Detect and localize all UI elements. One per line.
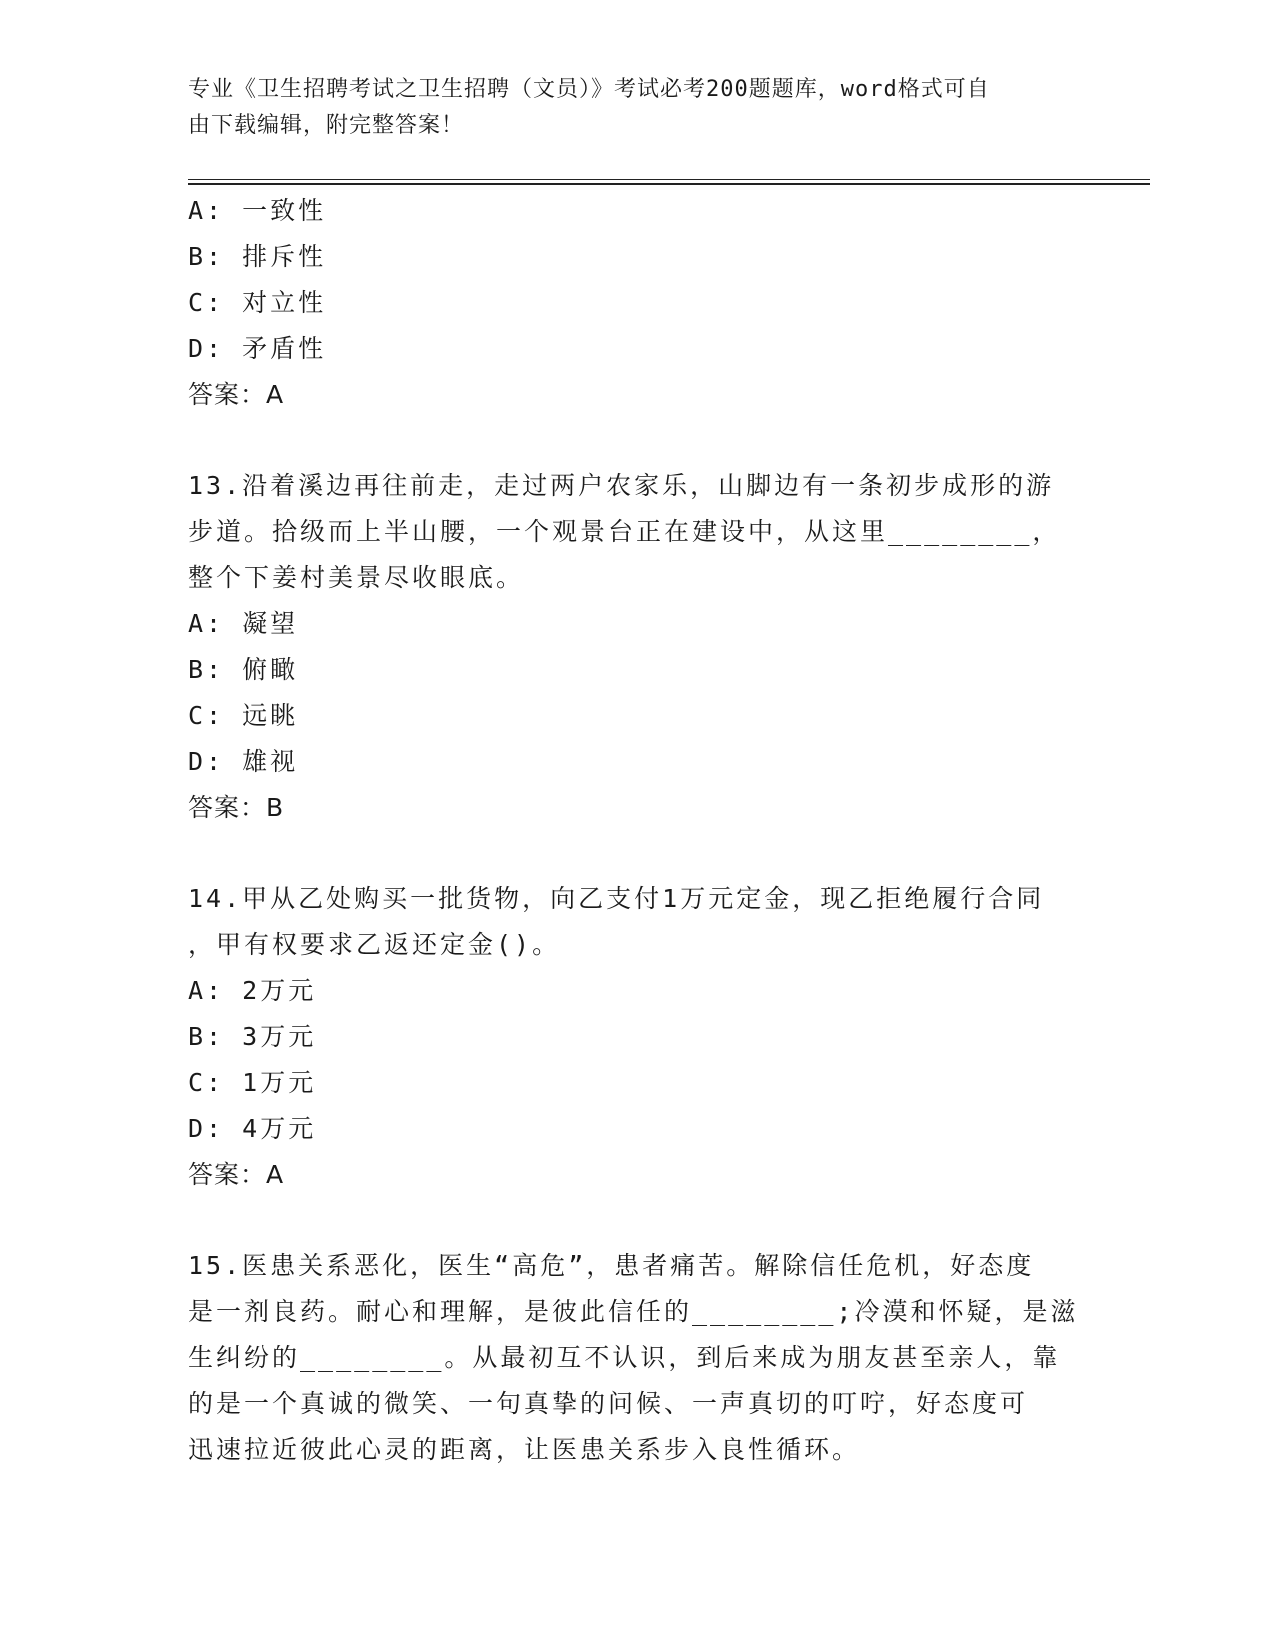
option-b: B: 3万元 [188, 1022, 317, 1051]
question-list [188, 188, 1078, 1473]
stem-line: 的是一个真诚的微笑、一句真挚的问候、一声真切的叮咛，好态度可 [188, 1389, 1029, 1418]
question-13 [188, 463, 1078, 831]
option-c: C: 1万元 [188, 1068, 317, 1097]
option-a: A: 一致性 [188, 196, 327, 225]
option-d: D: 雄视 [188, 747, 299, 776]
option-c: C: 远眺 [188, 701, 299, 730]
stem-line: 整个下姜村美景尽收眼底。 [188, 563, 525, 592]
question-14 [188, 876, 1078, 1198]
header-divider-thin [188, 179, 1150, 180]
stem-line: ，甲有权要求乙返还定金()。 [188, 930, 561, 959]
header-line-2: 由下载编辑，附完整答案！ [188, 113, 465, 138]
header-line-1: 专业《卫生招聘考试之卫生招聘（文员）》考试必考200题题库，word格式可自 [188, 77, 990, 102]
stem-line: 步道。拾级而上半山腰，一个观景台正在建设中，从这里________， [188, 517, 1061, 546]
question-15 [188, 1243, 1078, 1473]
option-c: C: 对立性 [188, 288, 327, 317]
page-header [188, 72, 1068, 144]
question-stem [188, 463, 1078, 601]
answer: 答案：A [188, 380, 285, 409]
option-d: D: 4万元 [188, 1114, 317, 1143]
option-b: B: 俯瞰 [188, 655, 299, 684]
answer: 答案：B [188, 793, 285, 822]
stem-line: 13.沿着溪边再往前走，走过两户农家乐，山脚边有一条初步成形的游 [188, 471, 1055, 500]
stem-line: 生纠纷的________。从最初互不认识，到后来成为朋友甚至亲人，靠 [188, 1343, 1061, 1372]
question-stem [188, 1243, 1078, 1473]
question-stem [188, 876, 1078, 968]
option-d: D: 矛盾性 [188, 334, 327, 363]
stem-line: 15.医患关系恶化，医生“高危”，患者痛苦。解除信任危机，好态度 [188, 1251, 1035, 1280]
question-12 [188, 188, 1078, 418]
answer: 答案：A [188, 1160, 285, 1189]
option-a: A: 凝望 [188, 609, 299, 638]
stem-line: 14.甲从乙处购买一批货物，向乙支付1万元定金，现乙拒绝履行合同 [188, 884, 1045, 913]
option-b: B: 排斥性 [188, 242, 327, 271]
option-a: A: 2万元 [188, 976, 317, 1005]
stem-line: 是一剂良药。耐心和理解，是彼此信任的________;冷漠和怀疑，是滋 [188, 1297, 1079, 1326]
header-divider-thick [188, 183, 1150, 185]
stem-line: 迅速拉近彼此心灵的距离，让医患关系步入良性循环。 [188, 1435, 861, 1464]
